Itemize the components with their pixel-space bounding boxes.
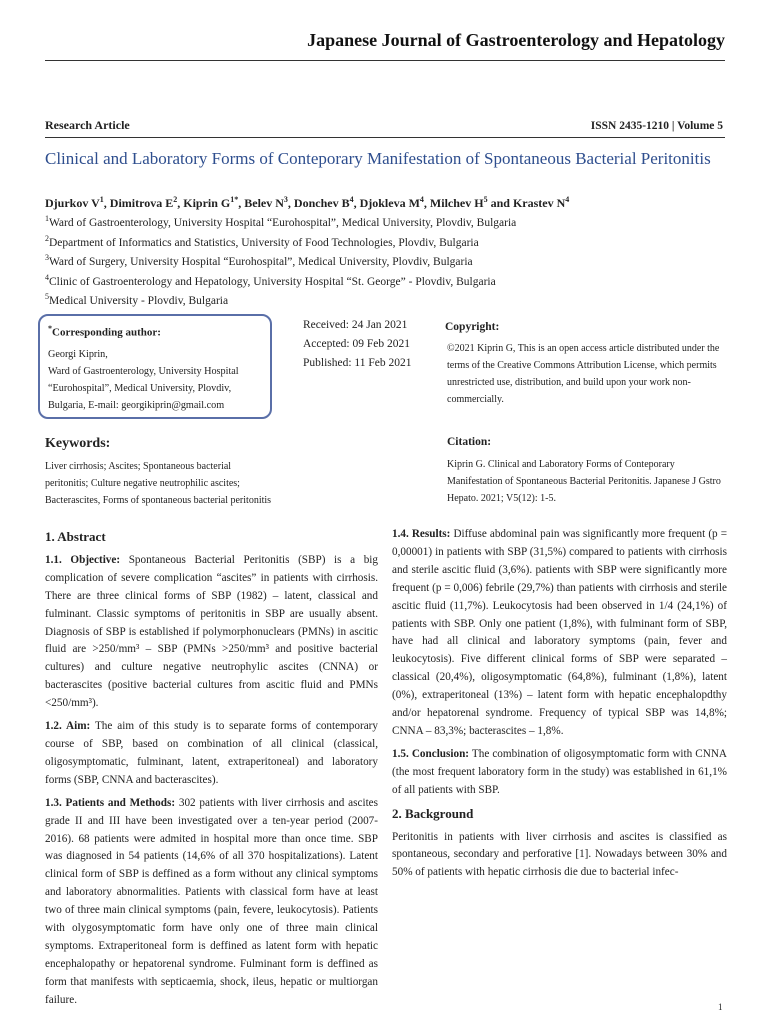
author: Djokleva M	[359, 196, 420, 210]
keywords-heading: Keywords:	[45, 436, 111, 451]
affiliation: $^1$Ward of Gastroenterology, University Hospital “Eurohospital”, Medical University, Plovdiv, Bulgaria	[45, 214, 517, 229]
author: Belev N	[244, 196, 284, 210]
affiliation: $^4$Clinic of Gastroenterology and Hepatology, University Hospital “St. George” - Plovdiv, Bulgaria	[45, 273, 496, 288]
received-date: Received: 24 Jan 2021	[303, 319, 408, 331]
author: Krastev N	[512, 196, 566, 210]
abstract-objective: 1.1. Objective: Spontaneous Bacterial Peritonitis (SBP) is a big complication of severe complication “ascites” in patients with cirrhosis. There are three clinical forms of SBP (1982) – latent, classical and fulminant. Classic symptoms of peritonitis in SBP are usually absent. Diagnosis of SBP is established if polymorphonuclears (PMNs) in ascitic fluid are >250/mm³ – SBP (PMNs >250/mm³ and positive bacterial cultures) and culture negative neutrophylic ascites (CNNA) or bacterascites (positive bacterial cultures from ascitic fluid and PMNs <250/mm³).	[45, 553, 378, 710]
body-column-left	[45, 528, 378, 1015]
corresponding-author-heading: *Corresponding author:	[48, 324, 161, 339]
abstract-results: 1.4. Results: Diffuse abdominal pain was significantly more frequent (p = 0,00001) in patients with SBP (31,5%) compared to patients with cirrhosis and sterile ascitic fluid (3,6%). patients with SBP were significantly more frequent (p = 0,006) febrile (29,7%) than patients with cirrhosis and sterile ascitic fluid (11,7%). Leukocytosis had been observed in 1/4 (24,1%) of patients with SBP. Only one patient (1,8%), with fulminant form of SBP, have had all clinical and laboratory symptoms (pain, fever and leukocytosis). Five different clinical forms of SBP were separated – classical (20,4%), oligosymptomatic (64,8%), fulminant (1,8%), latent (0%), extraperitoneal (13%) – latent form with hepatic encephalopdthy and/or hepatorenal syndrome. Frequency of typical SBP was 14,8%; CNNA – 83,3%; bacterascites – 1,8%.	[392, 528, 728, 737]
corresponding-author-details	[48, 346, 263, 414]
copyright-text: ©2021 Kiprin G, This is an open access article distributed under the terms of the Creative Commons Attribution License, which permits unrestricted use, distribution, and build upon your work non-commercially.	[447, 343, 720, 405]
meta-divider	[45, 137, 725, 138]
abstract-heading: 1. Abstract	[45, 529, 106, 544]
citation-text: Kiprin G. Clinical and Laboratory Forms of Conteporary Manifestation of Spontaneous Bacterial Peritonitis. Japanese J Gstro Hepato. 2021; V5(12): 1-5.	[447, 459, 721, 504]
header-divider	[45, 60, 725, 61]
article-dates	[303, 316, 412, 373]
author: Milchev H	[429, 196, 484, 210]
citation-heading: Citation:	[447, 436, 492, 448]
accepted-date: Accepted: 09 Feb 2021	[303, 338, 410, 350]
affiliation: $^2$Department of Informatics and Statistics, University of Food Technologies, Plovdiv, Bulgaria	[45, 234, 479, 249]
author: Kiprin G	[183, 196, 231, 210]
abstract-conclusion: 1.5. Conclusion: The combination of oligosymptomatic form with CNNA (the most frequent laboratory form in the study) was established in 61,1% of all patients with SBP.	[392, 747, 727, 796]
abstract-aim: 1.2. Aim: The aim of this study is to separate forms of contemporary course of SBP, based on combination of all clinical (classical, oligosymptomatic, fulminant, latent, extraperitoneal) and laboratory forms (SBP, CNNA and bacterascites).	[45, 720, 378, 786]
corresponding-author-address: Ward of Gastroenterology, University Hospital “Eurohospital”, Medical University, Plovdiv, Bulgaria, E-mail: georgikiprin@gmail.com	[48, 366, 239, 411]
keywords-text: Liver cirrhosis; Ascites; Spontaneous bacterial peritonitis; Culture negative neutrophilic ascites; Bacterascites, Forms of spontaneous bacterial peritonitis	[45, 461, 272, 506]
author: Donchev B	[293, 196, 350, 210]
journal-title: Japanese Journal of Gastroenterology and Hepatology	[307, 30, 725, 50]
page-number: 1	[718, 1002, 723, 1012]
abstract-methods: 1.3. Patients and Methods: 302 patients with liver cirrhosis and ascites grade II and III have been investigated over a ten-year period (2007-2016). 68 patients were admited in hospital more than once time. SBP was diagnosed in 54 patients (14,6% of all 370 hospitalizations). Latent clinical form of SBP is deffined as a form without any clinical symptoms and laboratory abnormalities. Patients with classical form have at least two of three main clinical symptoms (pain, fevere, leukocytosis). Patients with olygosymptomatic form have only one of three main clinical symptoms. Extraperitoneal form is deffined as latent form with hepatic encephalopathy or hepatorenal syndrome. Fulminant form is deffined as form that manifests with septicaemia, shock, ileus, hepatic or multiorgan failure.	[45, 796, 378, 1006]
affiliation: $^3$Ward of Surgery, University Hospital “Eurohospital”, Medical University, Plovdiv, Bulgaria	[45, 253, 473, 268]
issn-volume: ISSN 2435-1210 | Volume 5	[590, 120, 723, 132]
author: Dimitrova E	[109, 196, 174, 210]
author: Djurkov V	[45, 196, 100, 210]
author-list: Djurkov $V^1$, Dimitrova $E^2$, Kiprin $G^{1*}$, Belev $N^3$, Donchev $B^4$, Djokleva $M^4$, Milchev $H^5$ and Krastev $N^4$	[45, 195, 570, 210]
affiliation: $^5$Medical University - Plovdiv, Bulgaria	[45, 292, 229, 307]
article-title: Clinical and Laboratory Forms of Conteporary Manifestation of Spontaneous Bacterial Peritonitis	[45, 149, 711, 168]
body-column-right	[392, 526, 727, 887]
published-date: Published: 11 Feb 2021	[303, 357, 412, 369]
article-type: Research Article	[45, 118, 130, 132]
copyright-heading: Copyright:	[445, 321, 500, 333]
background-text: Peritonitis in patients with liver cirrhosis and ascites is classified as spontaneous, secondary and perforative [1]. Nowadays between 30% and 50% of patients with hepatic cirrhosis die due to bacterial infec-	[392, 830, 727, 879]
background-heading: 2. Background	[392, 805, 474, 821]
corresponding-author-name: Georgi Kiprin,	[48, 349, 108, 360]
